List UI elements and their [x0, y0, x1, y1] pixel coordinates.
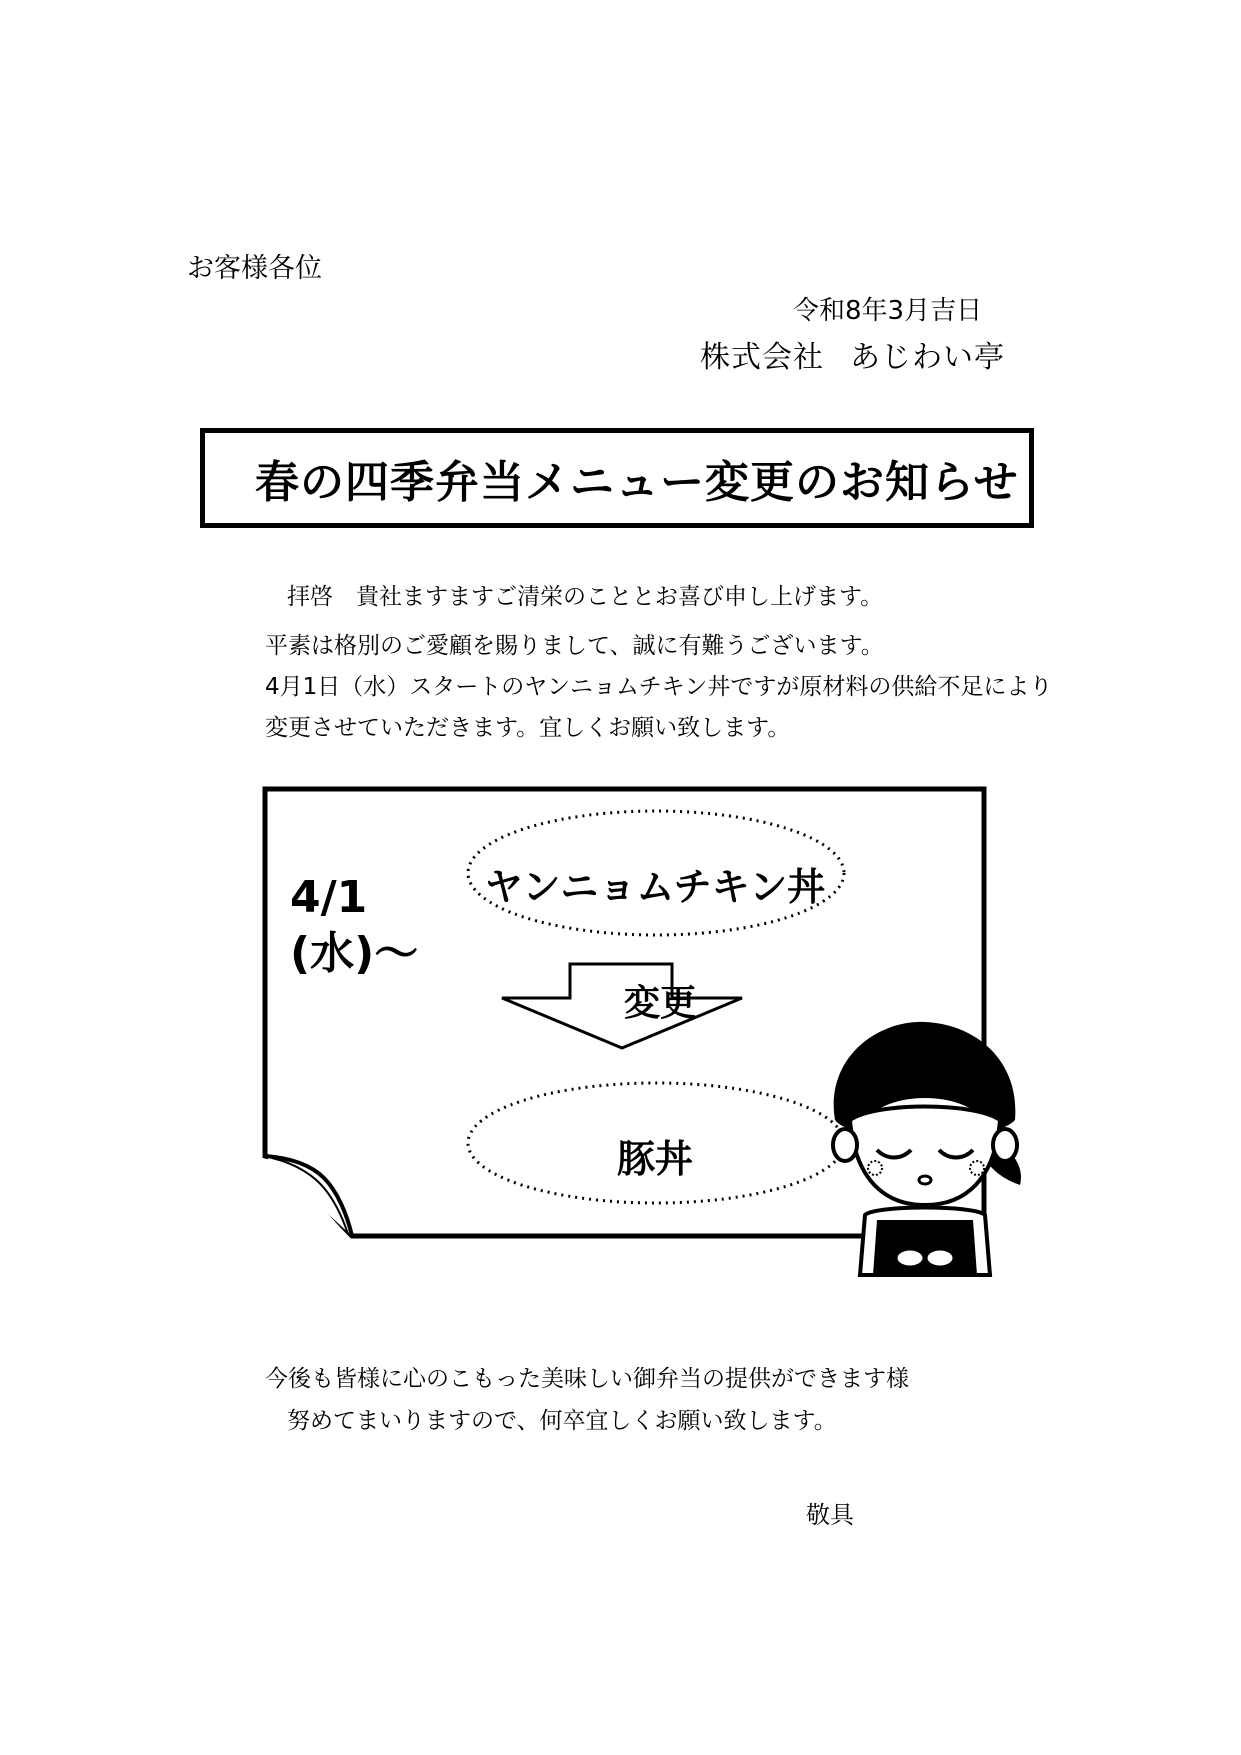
- new-menu-item: 豚丼: [616, 1137, 693, 1181]
- change-label: 変更: [623, 983, 696, 1024]
- notice-title: 春の四季弁当メニュー変更のお知らせ: [255, 457, 1019, 508]
- company-type: 株式会社: [700, 340, 824, 375]
- title-box: [200, 428, 1034, 528]
- body-request: 変更させていただきます。宜しくお願い致します。: [265, 715, 791, 741]
- company-shop-name: あじわい亭: [850, 340, 1005, 375]
- closing-line-2: 努めてまいりますので、何卒宜しくお願い致します。: [287, 1408, 837, 1434]
- start-date: 4/1: [290, 872, 368, 923]
- bowing-staff-illustration: [815, 1010, 1035, 1284]
- body-thanks: 平素は格別のご愛顧を賜りまして、誠に有難うございます。: [265, 633, 884, 659]
- company-name: [700, 332, 1005, 376]
- start-date-label: [290, 870, 418, 982]
- start-day: (水)～: [290, 928, 419, 979]
- issue-date: 令和8年3月吉日: [793, 296, 983, 326]
- old-menu-item: ヤンニョムチキン丼: [484, 865, 826, 909]
- recipient-line: お客様各位: [187, 253, 322, 284]
- closing-line-1: 今後も皆様に心のこもった美味しい御弁当の提供ができます様: [265, 1366, 909, 1392]
- sign-off: 敬具: [806, 1501, 854, 1529]
- body-reason: 4月1日（水）スタートのヤンニョムチキン丼ですが原材料の供給不足により: [265, 674, 1053, 700]
- body-greeting: 拝啓 貴社ますますご清栄のこととお喜び申し上げます。: [287, 584, 884, 610]
